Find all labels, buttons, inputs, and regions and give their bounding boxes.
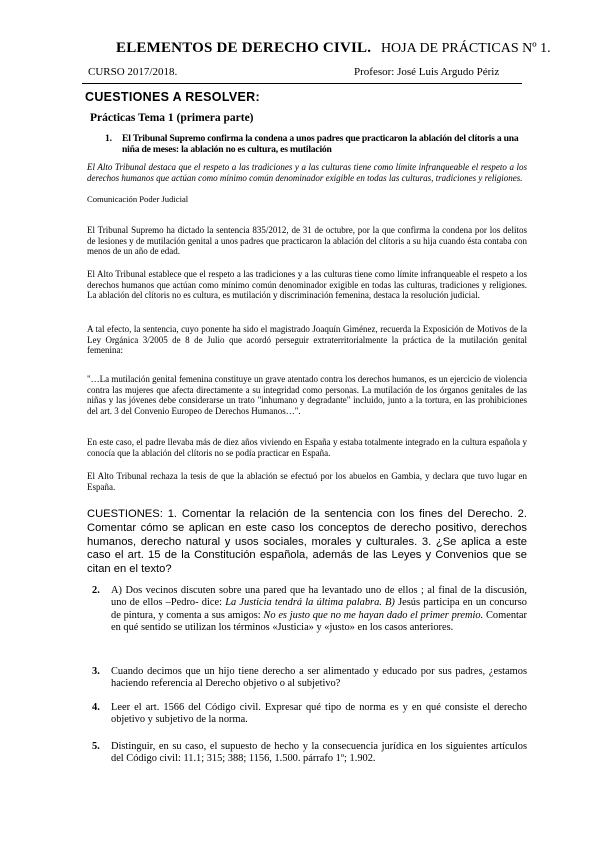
question-4 bbox=[92, 702, 527, 727]
section-title: CUESTIONES A RESOLVER: bbox=[85, 90, 260, 104]
question-4-number: 4. bbox=[92, 702, 100, 713]
document-title: ELEMENTOS DE DERECHO CIVIL. bbox=[116, 40, 372, 56]
course-label: CURSO 2017/2018. bbox=[88, 66, 178, 78]
article-paragraph-3: A tal efecto, la sentencia, cuyo ponente ha sido el magistrado Joaquín Giménez, recuerda la Exposición de Motivos de la Ley Orgánica 3/2005 de 8 de Julio que acordó perseguir extraterritorialmente la práctica de la mutilación genital femenina: bbox=[87, 324, 527, 356]
header-divider bbox=[82, 83, 522, 84]
question-4-text: Leer el art. 1566 del Código civil. Expresar qué tipo de norma es y en qué consiste el derecho objetivo y subjetivo de la norma. bbox=[111, 702, 527, 726]
question-5-text: Distinguir, en su caso, el supuesto de hecho y la consecuencia jurídica en los siguientes artículos del Código civil: 11.1; 315; 388; 1156, 1.500. párrafo 1º; 1.902. bbox=[111, 741, 527, 765]
question-2-quote-a: La Justicia tendrá la última palabra. B) bbox=[225, 597, 395, 609]
article-paragraph-2: El Alto Tribunal establece que el respeto a las tradiciones y a las culturas tiene como límite infranqueable el respeto a los derechos humanos que actúan como mínimo común denominador exigible en todas las culturas, tradiciones y religiones. La ablación del clítoris no es cultura, es mutilación y discriminación femenina, destaca la resolución judicial. bbox=[87, 269, 527, 301]
question-3-number: 3. bbox=[92, 666, 100, 677]
question-3-text: Cuando decimos que un hijo tiene derecho a ser alimentado y educado por sus padres, ¿estamos haciendo referencia al Derecho objetivo o al subjetivo? bbox=[111, 666, 527, 690]
professor-label: Profesor: José Luis Argudo Périz bbox=[354, 66, 500, 78]
document-subtitle: HOJA DE PRÁCTICAS Nº 1. bbox=[380, 41, 551, 56]
article-source: Comunicación Poder Judicial bbox=[87, 194, 189, 204]
article-paragraph-6: El Alto Tribunal rechaza la tesis de que la ablación se efectuó por los abuelos en Gambia, y declara que tuvo lugar en España. bbox=[87, 471, 527, 492]
question-2-part-c: Comentar en qué sentido se utilizan los términos «Justicia» y «justo» en los casos anteriores. bbox=[111, 609, 527, 634]
header-line bbox=[116, 40, 551, 57]
item-1-number: 1. bbox=[105, 133, 112, 144]
question-5 bbox=[92, 741, 527, 766]
article-quote: "…La mutilación genital femenina constituye un grave atentado contra los derechos humanos, es un ejercicio de violencia contra las mujeres que afecta directamente a su integridad como personas. La mutilación de los órganos genitales de las niñas y las jóvenes debe considerarse un trato "inhumano y degradante" incluido, junto a la tortura, en las prohibiciones del art. 3 del Convenio Europeo de Derechos Humanos…". bbox=[87, 374, 527, 416]
article-lead: El Alto Tribunal destaca que el respeto a las tradiciones y a las culturas tiene como límite infranqueable el respeto a los derechos humanos que actúan como mínimo común denominador exigible en todas las culturas, tradiciones y religiones. bbox=[87, 162, 527, 183]
cuestiones-block: CUESTIONES: 1. Comentar la relación de la sentencia con los fines del Derecho. 2. Comentar cómo se aplican en este caso los conceptos de derecho positivo, derechos humanos, derecho natural y usos sociales, morales y culturales. 3. ¿Se aplica a este caso el art. 15 de la Constitución española, además de las Leyes y Convenios que se citan en el texto? bbox=[87, 508, 527, 576]
article-paragraph-1: El Tribunal Supremo ha dictado la sentencia 835/2012, de 31 de octubre, por la que confirma la condena por los delitos de lesiones y de mutilación genital a unos padres que practicaron la ablación del clítoris a su hija cuando ésta contaba con menos de un año de edad. bbox=[87, 225, 527, 257]
question-2-text bbox=[111, 585, 527, 635]
question-2 bbox=[92, 585, 527, 635]
item-1-heading bbox=[105, 133, 525, 155]
item-1-headline: El Tribunal Supremo confirma la condena a unos padres que practicaron la ablación del clítoris a una niña de meses: la ablación no es cultura, es mutilación bbox=[122, 133, 519, 155]
question-2-number: 2. bbox=[92, 585, 100, 596]
question-2-part-a: A) Dos vecinos discuten sobre una pared que ha levantado uno de ellos ; al final de la discusión, uno de ellos –Pedro- dice: bbox=[111, 585, 527, 609]
question-3 bbox=[92, 666, 527, 691]
question-5-number: 5. bbox=[92, 741, 100, 752]
practicas-title: Prácticas Tema 1 (primera parte) bbox=[90, 112, 254, 124]
question-2-quote-b: No es justo que no me hayan dado el primer premio. bbox=[263, 609, 484, 621]
question-2-part-b: Jesús participa en un concurso de pintura, y comenta a sus amigos: bbox=[111, 597, 527, 621]
article-paragraph-5: En este caso, el padre llevaba más de diez años viviendo en España y estaba totalmente integrado en la cultura española y conocía que la ablación del clítoris no se podía practicar en España. bbox=[87, 437, 527, 458]
